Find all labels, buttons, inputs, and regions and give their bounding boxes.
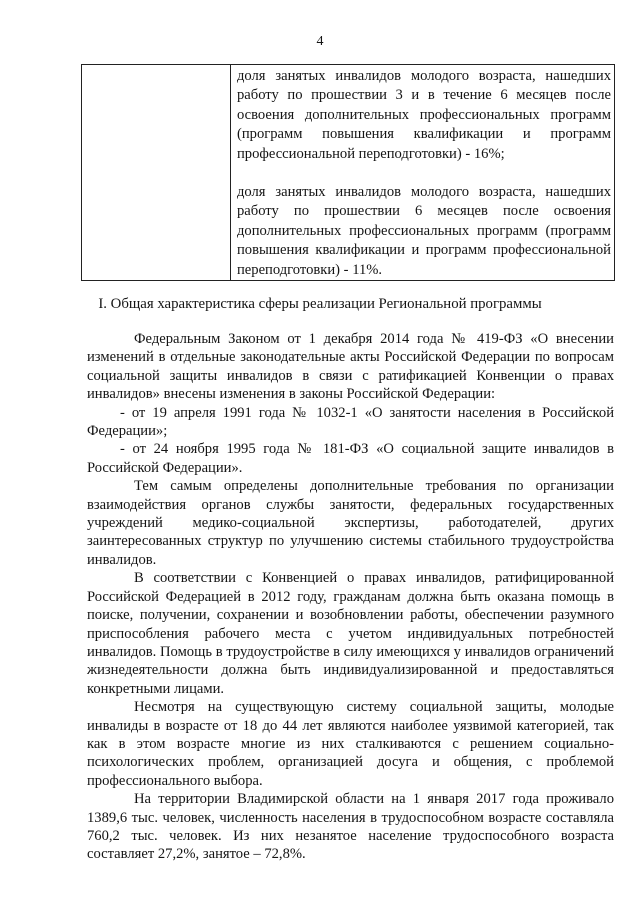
list-item: - от 19 апреля 1991 года № 1032-1 «О занятости населения в Российской Федерации»; xyxy=(87,404,614,440)
indicator-paragraph: доля занятых инвалидов молодого возраста, нашедших работу по прошествии 6 месяцев после освоения дополнительных профессиональных программ (программ повышения квалификации и программ профессиональной переподготовки) - 11%. xyxy=(237,184,611,278)
paragraph: На территории Владимирской области на 1 января 2017 года проживало 1389,6 тыс. человек, численность населения в трудоспособном возрасте составляла 760,2 тыс. человек. Из них незанятое население трудоспособного возраста составляет 27,2%, занятое – 72,8%. xyxy=(87,791,614,863)
indicators-table xyxy=(81,64,615,281)
paragraph: Несмотря на существующую систему социальной защиты, молодые инвалиды в возрасте от 18 до 44 лет являются наиболее уязвимой категорией, так как в этом возрасте многие из них сталкиваются с решением социально-психологических проблем, организацией досуга и общения, с проблемой профессионального выбора. xyxy=(87,699,614,789)
table-cell-indicators xyxy=(231,65,615,281)
body-text xyxy=(87,330,614,864)
indicator-paragraph: доля занятых инвалидов молодого возраста, нашедших работу по прошествии 3 и в течение 6 месяцев после освоения дополнительных профессиональных программ (программ повышения квалификации и программ профессиональной переподготовки) - 16%; xyxy=(237,68,611,162)
paragraph: В соответствии с Конвенцией о правах инвалидов, ратифицированной Российской Федерацией в 2012 году, гражданам должна быть оказана помощь в поиске, получении, сохранении и возобновлении работы, обеспечении разумного приспособления рабочего места с учетом индивидуальных потребностей инвалидов. Помощь в трудоустройстве в силу имеющихся у инвалидов ограничений жизнедеятельности должна быть индивидуализированной и предоставляться конкретными лицами. xyxy=(87,570,614,697)
table-cell-empty xyxy=(82,65,231,281)
table-row xyxy=(82,65,615,281)
section-heading: I. Общая характеристика сферы реализации Региональной программы xyxy=(98,296,542,312)
paragraph: Тем самым определены дополнительные требования по организации взаимодействия органов службы занятости, федеральных государственных учреждений медико-социальной экспертизы, работодателей, других заинтересованных структур по улучшению системы стабильного трудоустройства инвалидов. xyxy=(87,478,614,568)
paragraph: Федеральным Законом от 1 декабря 2014 года № 419-ФЗ «О внесении изменений в отдельные законодательные акты Российской Федерации по вопросам социальной защиты инвалидов в связи с ратификацией Конвенции о правах инвалидов» внесены изменения в законы Российской Федерации: xyxy=(87,331,614,403)
page-number: 4 xyxy=(316,34,324,49)
list-item: - от 24 ноября 1995 года № 181-ФЗ «О социальной защите инвалидов в Российской Федерации». xyxy=(87,441,614,476)
